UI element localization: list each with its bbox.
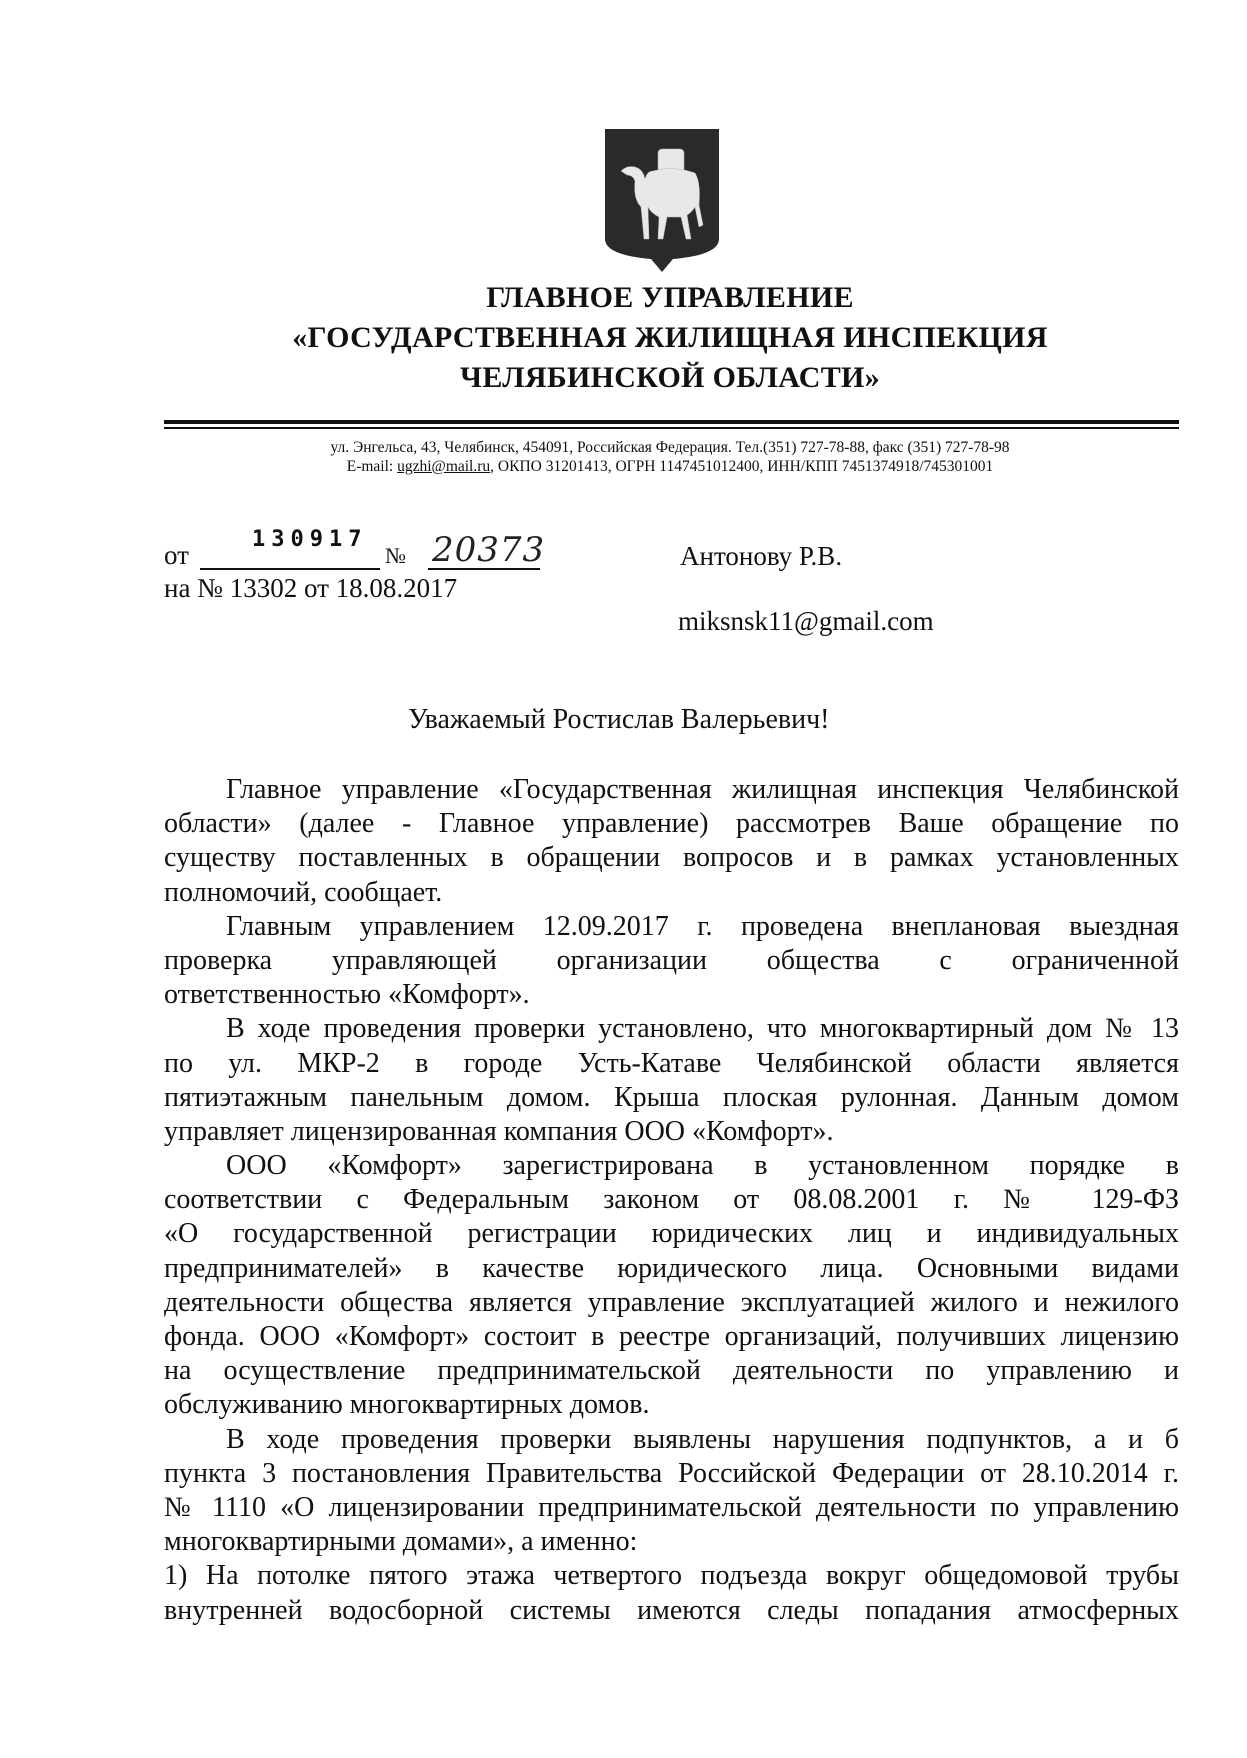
paragraph-line: существу поставленных в обращении вопросов и в рамках установленных (164, 842, 1179, 874)
org-email-link[interactable]: ugzhi@mail.ru (397, 458, 491, 475)
org-codes: , ОКПО 31201413, ОГРН 1147451012400, ИНН/КПП 7451374918/745301001 (490, 458, 994, 475)
paragraph-line: В ходе проведения проверки выявлены нарушения подпунктов, а и б (226, 1423, 1179, 1455)
letterhead-divider-thick (164, 420, 1179, 424)
paragraph-line: обслуживанию многоквартирных домов. (164, 1389, 650, 1421)
paragraph-line: В ходе проведения проверки установлено, что многоквартирный дом № 13 (226, 1013, 1179, 1045)
email-label: E-mail: (346, 458, 398, 475)
number-label: № (385, 543, 406, 568)
coat-of-arms-emblem (603, 127, 721, 272)
paragraph-line: области» (далее - Главное управление) рассмотрев Ваше обращение по (164, 808, 1179, 840)
paragraph (164, 1149, 1179, 1423)
paragraph (164, 1559, 1179, 1627)
paragraph (164, 910, 1179, 1013)
reply-to-reference: на № 13302 от 18.08.2017 (164, 573, 458, 603)
paragraph-line: пятиэтажным панельным домом. Крыша плоская рулонная. Данным домом (164, 1081, 1179, 1113)
paragraph (164, 773, 1179, 910)
greeting: Уважаемый Ростислав Валерьевич! (408, 704, 830, 735)
recipient-email: miksnsk11@gmail.com (678, 606, 934, 636)
date-stamp: 130917 (252, 527, 368, 552)
letterhead-title-line-1: ГЛАВНОЕ УПРАВЛЕНИЕ (486, 281, 854, 314)
paragraph-line: пункта 3 постановления Правительства Российской Федерации от 28.10.2014 г. (164, 1457, 1179, 1489)
from-label: от (164, 540, 189, 570)
letter-body (164, 773, 1179, 1628)
paragraph-line: № 1110 «О лицензировании предпринимательской деятельности по управлению (164, 1491, 1179, 1523)
recipient-name: Антонову Р.В. (680, 541, 843, 571)
address-line: ул. Энгельса, 43, Челябинск, 454091, Российская Федерация. Тел.(351) 727-78-88, факс (351) 727-78-98 (330, 439, 1010, 456)
paragraph-line: ответственностью «Комфорт». (164, 979, 530, 1011)
paragraph-line: полномочий, сообщает. (164, 876, 443, 908)
paragraph-line: внутренней водосборной системы имеются следы попадания атмосферных (164, 1594, 1179, 1626)
paragraph-line: фонда. ООО «Комфорт» состоит в реестре организаций, получивших лицензию (164, 1321, 1179, 1352)
outgoing-number-handwritten: 20373 (432, 530, 546, 570)
paragraph (164, 1012, 1179, 1149)
date-underline (200, 568, 380, 570)
paragraph-line: Главное управление «Государственная жилищная инспекция Челябинской (226, 774, 1179, 805)
paragraph-line: Главным управлением 12.09.2017 г. проведена внеплановая выездная (226, 910, 1179, 942)
paragraph-line: многоквартирными домами», а именно: (164, 1526, 638, 1558)
paragraph-line: проверка управляющей организации общества с ограниченной (164, 944, 1179, 976)
paragraph-line: соответствии с Федеральным законом от 08.08.2001 г. № 129-ФЗ (164, 1184, 1179, 1216)
paragraph-line: на осуществление предпринимательской деятельности по управлению и (164, 1355, 1179, 1387)
paragraph-line: ООО «Комфорт» зарегистрирована в установленном порядке в (226, 1150, 1179, 1182)
paragraph-line: деятельности общества является управление эксплуатацией жилого и нежилого (164, 1286, 1179, 1318)
paragraph-line: предпринимателей» в качестве юридического лица. Основными видами (164, 1252, 1179, 1284)
letterhead-divider-thin (164, 427, 1179, 429)
contact-codes-line (0, 458, 1247, 476)
paragraph-line: управляет лицензированная компания ООО «Комфорт». (164, 1115, 834, 1147)
paragraph (164, 1423, 1179, 1560)
paragraph-line: по ул. МКР-2 в городе Усть-Катаве Челябинской области является (164, 1047, 1179, 1079)
paragraph-line: «О государственной регистрации юридических лиц и индивидуальных (164, 1218, 1179, 1250)
letterhead-title-line-2: «ГОСУДАРСТВЕННАЯ ЖИЛИЩНАЯ ИНСПЕКЦИЯ (292, 321, 1048, 354)
paragraph-line: 1) На потолке пятого этажа четвертого подъезда вокруг общедомовой трубы (164, 1560, 1179, 1592)
letterhead-title-line-3: ЧЕЛЯБИНСКОЙ ОБЛАСТИ» (460, 361, 880, 394)
